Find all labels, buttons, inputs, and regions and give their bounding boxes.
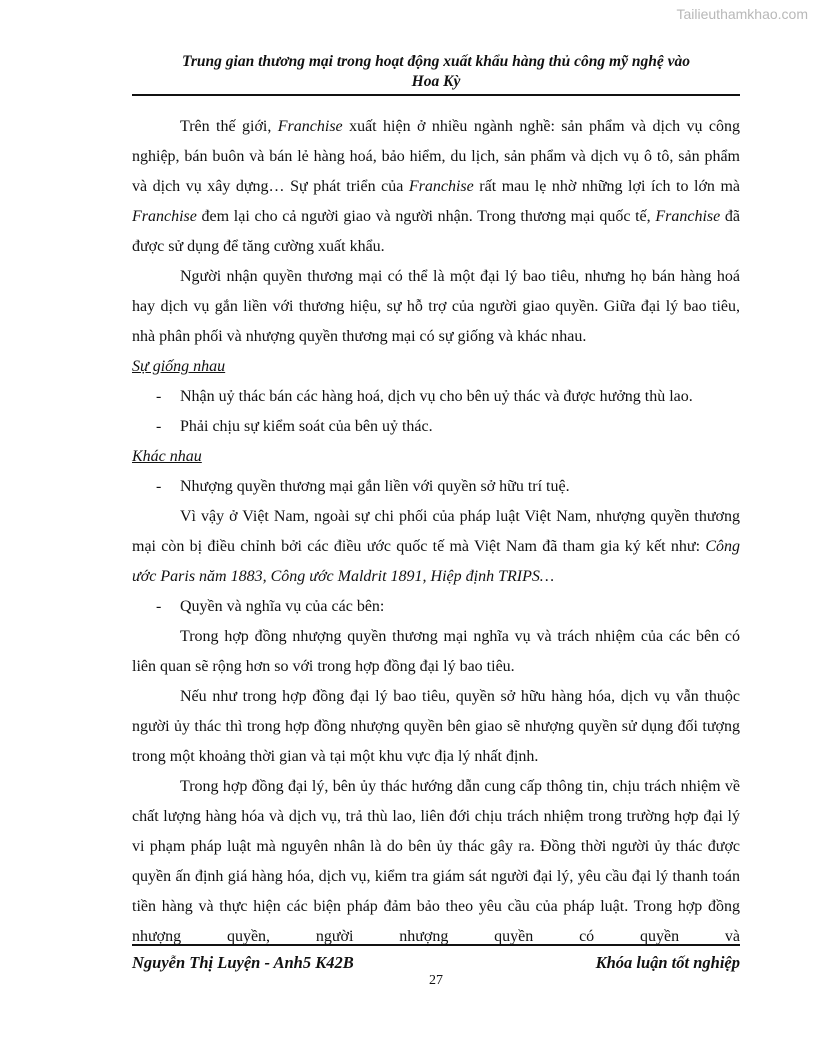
list-item-text: Phải chịu sự kiểm soát của bên uỷ thác. bbox=[180, 418, 433, 435]
footer-divider bbox=[132, 944, 740, 946]
header-title-line2: Hoa Kỳ bbox=[411, 73, 461, 90]
header-title-line1: Trung gian thương mại trong hoạt động xuất khẩu hàng thủ công mỹ nghệ vào bbox=[181, 53, 690, 70]
franchise-term: Franchise bbox=[132, 208, 197, 225]
dash-bullet: - bbox=[156, 478, 162, 495]
footer-doc-type: Khóa luận tốt nghiệp bbox=[595, 953, 740, 972]
paragraph-1-text-e: rất mau lẹ nhờ những lợi ích to lớn mà bbox=[473, 178, 740, 195]
paragraph-1 bbox=[132, 112, 740, 262]
page-footer bbox=[132, 953, 740, 973]
franchise-term: Franchise bbox=[655, 208, 721, 225]
dash-bullet: - bbox=[156, 388, 162, 405]
dash-bullet: - bbox=[156, 598, 162, 615]
list-item bbox=[132, 382, 740, 412]
list-item-text: Nhượng quyền thương mại gắn liền với quyền sở hữu trí tuệ. bbox=[180, 478, 570, 495]
paragraph-5: Nếu như trong hợp đồng đại lý bao tiêu, quyền sở hữu hàng hóa, dịch vụ vẫn thuộc người ủy thác thì trong hợp đồng nhượng quyền bên giao sẽ nhượng quyền sử dụng đối tượng trong một khoảng thời gian và tại một khu vực địa lý nhất định. bbox=[132, 688, 740, 765]
treaty-list: Công ước Paris năm 1883, Công ước Maldrit 1891, Hiệp định TRIPS… bbox=[132, 538, 740, 585]
page-header bbox=[132, 52, 740, 96]
paragraph-3-text-a: Vì vậy ở Việt Nam, ngoài sự chi phối của pháp luật Việt Nam, nhượng quyền thương mại còn bị điều chỉnh bởi các điều ước quốc tế mà Việt Nam đã tham gia ký kết như: bbox=[132, 508, 740, 555]
page-content bbox=[132, 112, 740, 952]
list-item bbox=[132, 592, 740, 622]
paragraph-6: Trong hợp đồng đại lý, bên ủy thác hướng dẫn cung cấp thông tin, chịu trách nhiệm về chất lượng hàng hóa và dịch vụ, trả thù lao, liên đới chịu trách nhiệm trong trường hợp đại lý vi phạm pháp luật mà nguyên nhân là do bên ủy thác gây ra. Đồng thời người ủy thác được quyền ấn định giá hàng hóa, dịch vụ, kiểm tra giám sát người đại lý, yêu cầu đại lý thanh toán tiền hàng và thực hiện các biện pháp đảm bảo theo yêu cầu của pháp luật. Trong hợp đồng nhượng quyền, người nhượng quyền có quyền và bbox=[132, 778, 740, 945]
list-item-text: Quyền và nghĩa vụ của các bên: bbox=[180, 598, 385, 615]
list-item-text: Nhận uỷ thác bán các hàng hoá, dịch vụ cho bên uỷ thác và được hưởng thù lao. bbox=[180, 388, 693, 405]
paragraph-1-text-a: Trên thế giới, bbox=[180, 118, 278, 135]
watermark: Tailieuthamkhao.com bbox=[676, 6, 808, 22]
list-item bbox=[132, 472, 740, 502]
paragraph-1-text-c: xuất hiện ở nhiều ngành nghề: sản phẩm và dịch vụ công nghiệp, bán buôn và bán lẻ hàng hoá, bảo hiểm, du lịch, sản phẩm và dịch vụ ô tô, sản phẩm và dịch vụ xây dựng… Sự phát triển của bbox=[132, 118, 740, 195]
franchise-term: Franchise bbox=[277, 118, 343, 135]
franchise-term: Franchise bbox=[408, 178, 474, 195]
footer-author: Nguyễn Thị Luyện - Anh5 K42B bbox=[132, 953, 354, 972]
list-item bbox=[132, 412, 740, 442]
heading-similarities: Sự giống nhau bbox=[132, 358, 226, 375]
paragraph-4: Trong hợp đồng nhượng quyền thương mại nghĩa vụ và trách nhiệm của các bên có liên quan sẽ rộng hơn so với trong hợp đồng đại lý bao tiêu. bbox=[132, 628, 740, 675]
paragraph-1-text-g: đem lại cho cả người giao và người nhận. Trong thương mại quốc tế, bbox=[196, 208, 656, 225]
dash-bullet: - bbox=[156, 418, 162, 435]
paragraph-2: Người nhận quyền thương mại có thể là một đại lý bao tiêu, nhưng họ bán hàng hoá hay dịch vụ gắn liền với thương hiệu, sự hỗ trợ của người giao quyền. Giữa đại lý bao tiêu, nhà phân phối và nhượng quyền thương mại có sự giống và khác nhau. bbox=[132, 268, 740, 345]
heading-differences: Khác nhau bbox=[132, 448, 202, 465]
paragraph-3 bbox=[132, 502, 740, 592]
page-number: 27 bbox=[429, 973, 443, 988]
paragraph-1-text-i: đã được sử dụng để tăng cường xuất khẩu. bbox=[132, 208, 741, 255]
